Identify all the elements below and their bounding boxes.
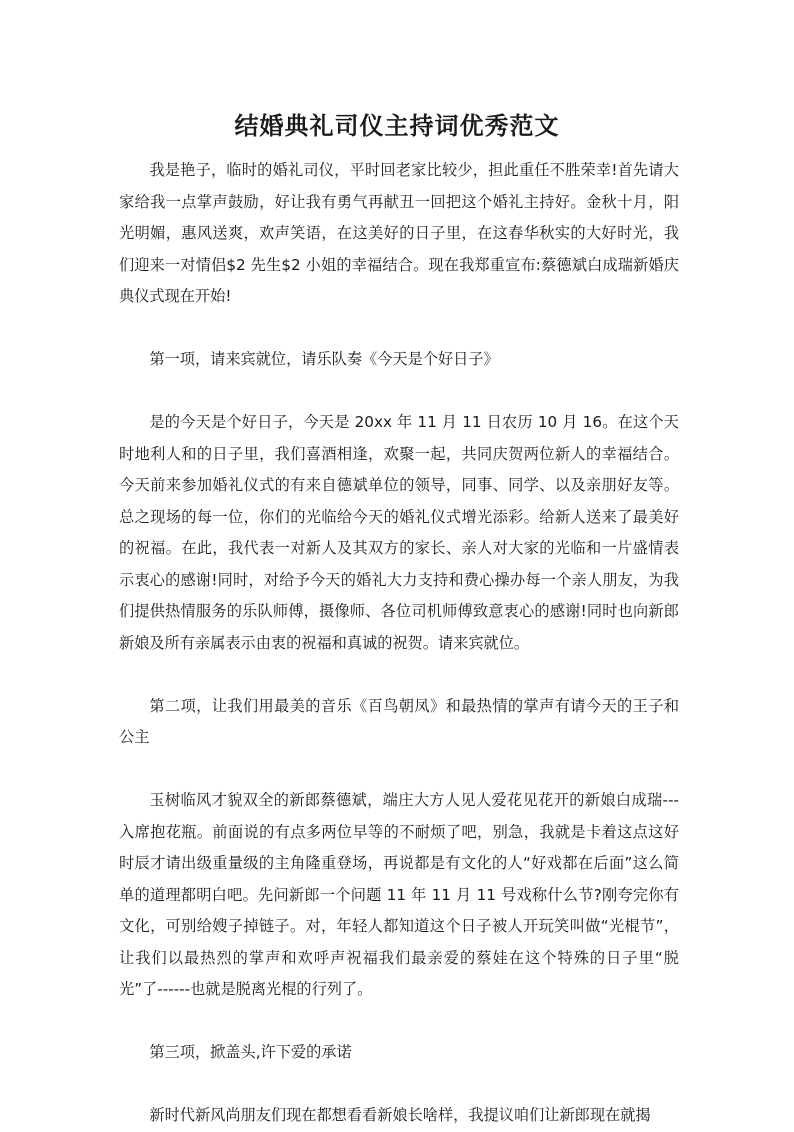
document-body xyxy=(119,155,679,1132)
paragraph-spacer xyxy=(119,659,679,691)
paragraph-step-one: 第一项，请来宾就位，请乐队奏《今天是个好日子》 xyxy=(149,350,499,368)
paragraph-spacer xyxy=(119,1006,679,1038)
paragraph-spacer xyxy=(119,376,679,408)
paragraph-step-one-body: 是的今天是个好日子，今天是 20xx 年 11 月 11 日农历 10 月 16。在这个天时地利人和的日子里，我们喜酒相逢，欢聚一起，共同庆贺两位新人的幸福结合。今天前来参加婚礼仪式的有来自德斌单位的领导，同事、同学、以及亲朋好友等。总之现场的每一位，你们的光临给今天的婚礼仪式增光添彩。给新人送来了最美好的祝福。在此，我代表一对新人及其双方的家长、亲人对大家的光临和一片盛情表示衷心的感谢!同时，对给予今天的婚礼大力支持和费心操办每一个亲人朋友，为我们提供热情服务的乐队师傅，摄像师、各位司机师傅致意衷心的感谢!同时也向新郎新娘及所有亲属表示由衷的祝福和真诚的祝贺。请来宾就位。 xyxy=(119,413,679,652)
paragraph-intro: 我是艳子，临时的婚礼司仪，平时回老家比较少，担此重任不胜荣幸!首先请大家给我一点掌声鼓励，好让我有勇气再献丑一回把这个婚礼主持好。金秋十月，阳光明媚，惠风送爽，欢声笑语，在这美好的日子里，在这春华秋实的大好时光，我们迎来一对情侣$2 先生$2 小姐的幸福结合。现在我郑重宣布:蔡德斌白成瑞新婚庆典仪式现在开始! xyxy=(119,161,679,305)
paragraph-spacer xyxy=(119,1069,679,1101)
paragraph-spacer xyxy=(119,754,679,786)
paragraph-step-three-body: 新时代新风尚朋友们现在都想看看新娘长啥样，我提议咱们让新郎现在就揭 xyxy=(149,1106,651,1124)
paragraph-spacer xyxy=(119,313,679,345)
paragraph-step-three: 第三项，掀盖头,许下爱的承诺 xyxy=(149,1043,352,1061)
paragraph-step-two: 第二项，让我们用最美的音乐《百鸟朝凤》和最热情的掌声有请今天的王子和公主 xyxy=(119,696,679,746)
document-title: 结婚典礼司仪主持词优秀范文 xyxy=(234,112,560,140)
paragraph-step-two-body: 玉树临风才貌双全的新郎蔡德斌，端庄大方人见人爱花见花开的新娘白成瑞---入席抱花瓶。前面说的有点多两位早等的不耐烦了吧，别急，我就是卡着这点这好时辰才请出级重量级的主角隆重登场，再说都是有文化的人“好戏都在后面”这么简单的道理都明白吧。先问新郎一个问题 11 年 11 月 11 号戏称什么节?刚夸完你有文化，可别给嫂子掉链子。对，年轻人都知道这个日子被人开玩笑叫做“光棍节”，让我们以最热烈的掌声和欢呼声祝福我们最亲爱的蔡娃在这个特殊的日子里“脱光”了------也就是脱离光棍的行列了。 xyxy=(119,791,679,998)
